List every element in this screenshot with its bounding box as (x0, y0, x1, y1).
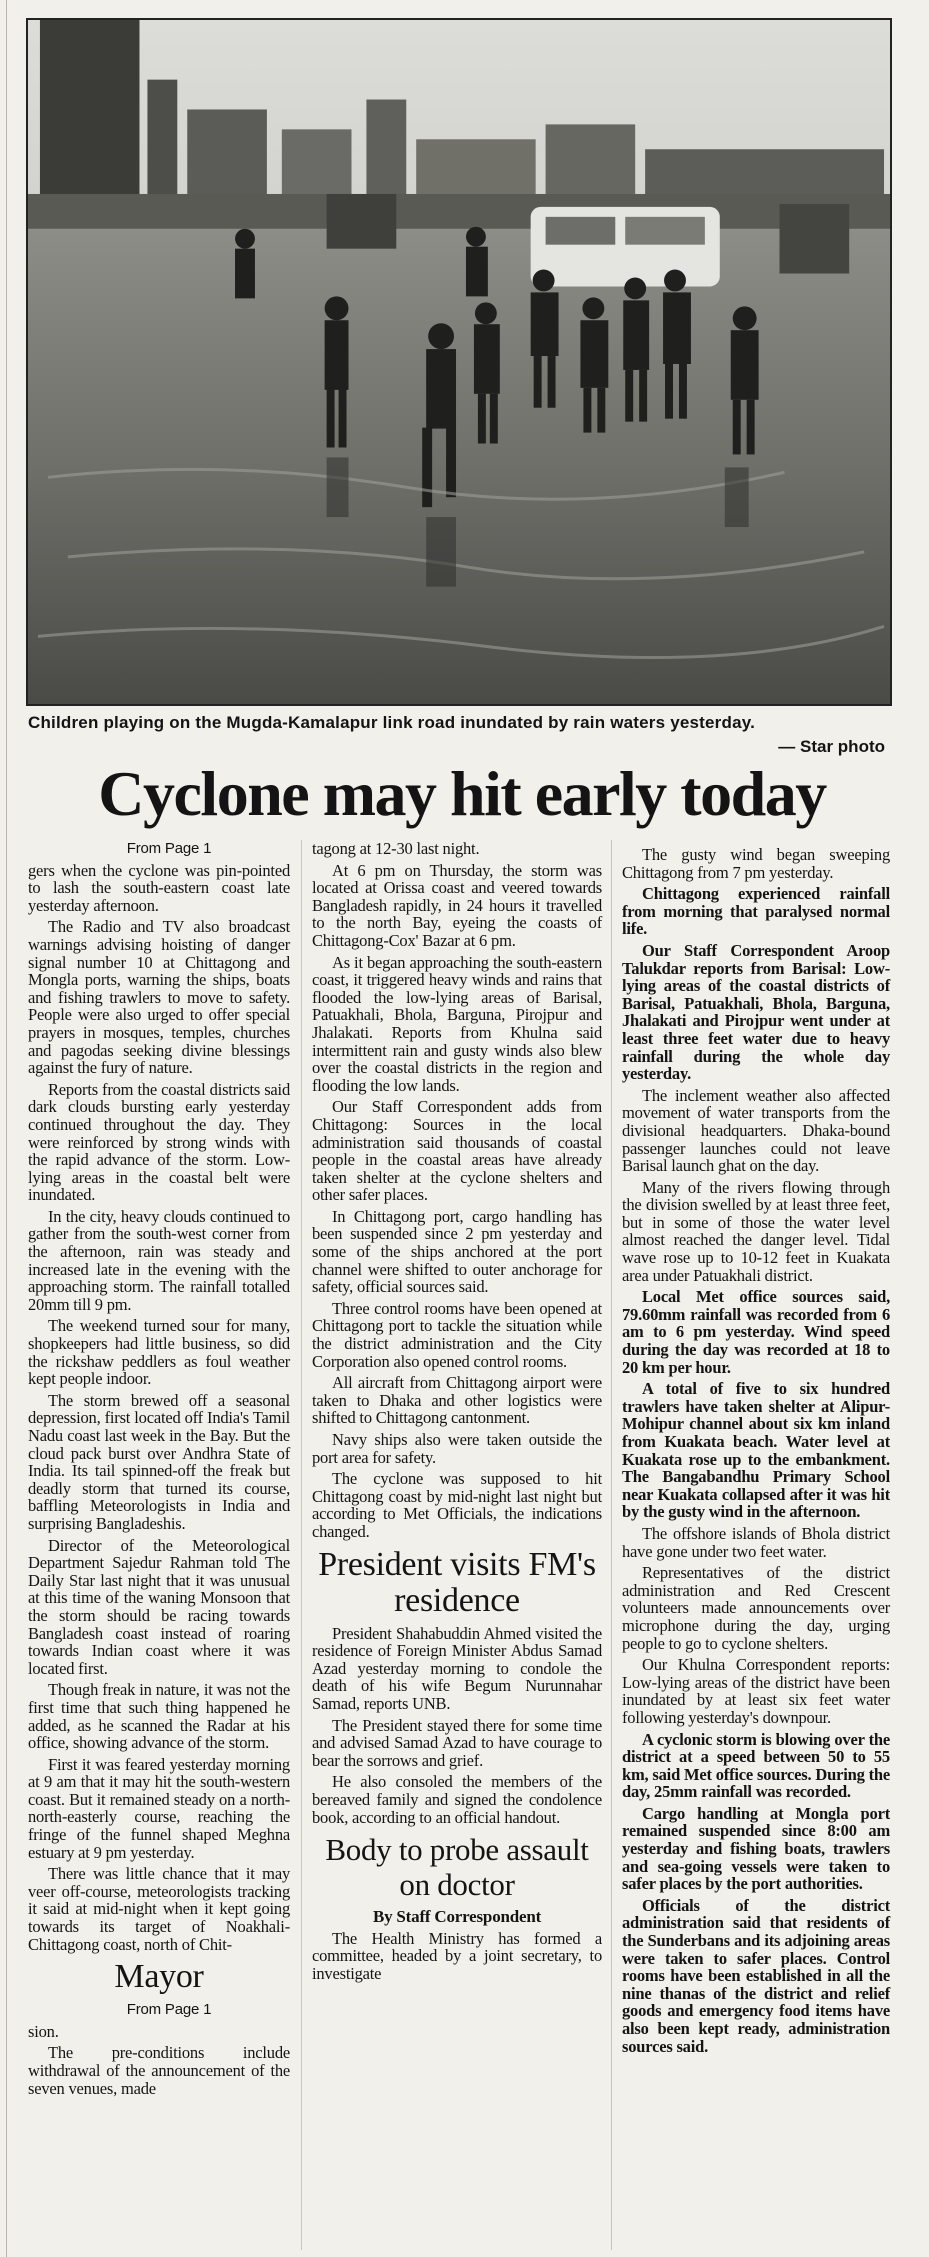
mayor-heading: Mayor (114, 1958, 204, 1996)
paragraph: The pre-conditions include withdrawal of the announcement of the seven venues, made (28, 2043, 290, 2098)
paragraph: Director of the Meteorological Department Sajedur Rahman told The Daily Star last night that it was unusual at this time of the waning Monsoon that the storm should be racing towards Bangladesh coast instead of roaring towards Indian coast where it was located first. (28, 1535, 290, 1678)
paragraph: Our Khulna Correspondent reports: Low-lying areas of the district have been inundated by at least six feet water following yesterday's downpour. (622, 1655, 890, 1727)
paragraph: Navy ships also were taken outside the port area for safety. (312, 1430, 602, 1467)
paragraph: Our Staff Correspondent adds from Chittagong: Sources in the local administration said thousands of coastal people in the coastal areas have already taken shelter at the cyclone shelters and other safer places. (312, 1097, 602, 1205)
flood-photo-icon (28, 20, 890, 704)
paragraph: As it began approaching the south-eastern coast, it triggered heavy winds and rains that flooded the low-lying areas of Barisal, Patuakhali, Bhola, Barguna, Pirojpur and Jhalakati. Reports from Khulna said intermittent rain and gusty winds also blew over the coastal districts in the region and flooding the low lands. (312, 952, 602, 1095)
paragraph: gers when the cyclone was pin-pointed to lash the south-eastern coast late yesterday afternoon. (28, 860, 290, 915)
photo-caption: Children playing on the Mugda-Kamalapur link road inundated by rain waters yesterday. (28, 713, 756, 732)
paragraph: sion. (28, 2021, 59, 2041)
paragraph: The President stayed there for some time and advised Samad Azad to have courage to bear the sorrows and grief. (312, 1715, 602, 1770)
paragraph: Officials of the district administration said that residents of the Sunderbans and its adjoining areas were taken to safer places. Control rooms have been established in all the nine thanas of the district and relief goods and emergency food items have also been kept ready, administration sources said. (622, 1895, 890, 2056)
from-page-label: From Page 1 (126, 2001, 212, 2019)
paragraph: President Shahabuddin Ahmed visited the residence of Foreign Minister Abdus Samad Azad yesterday morning to condole the death of his wife Begum Nurunnahar Samad, reports UNB. (312, 1623, 602, 1713)
paragraph: Though freak in nature, it was not the first time that such thing happened he added, as he scanned the Radar at his office, showing advance of the storm. (28, 1680, 290, 1753)
paragraph: Many of the rivers flowing through the division swelled by at least three feet, but in some of those the water level almost reached the danger level. Tidal wave rose up to 10-12 feet in Kuakata area under Patuakhali district. (622, 1177, 890, 1285)
paragraph: The cyclone was supposed to hit Chittagong coast by mid-night last night but according to Met Officials, the indications changed. (312, 1469, 602, 1541)
paragraph: Representatives of the district administration and Red Crescent volunteers made announcements over microphone during the day, urging people to go to cyclone shelters. (622, 1563, 890, 1653)
paragraph: tagong at 12-30 last night. (312, 839, 480, 858)
president-heading: President visits FM's residence (318, 1545, 596, 1619)
page-edge-line (6, 0, 7, 2257)
paragraph: The Health Ministry has formed a committee, headed by a joint secretary, to investigate (312, 1928, 602, 1983)
paragraph: The weekend turned sour for many, shopkeepers had little business, so did the rickshaw peddlers as foul weather kept people indoor. (28, 1316, 290, 1389)
paragraph: At 6 pm on Thursday, the storm was located at Orissa coast and veered towards Bangladesh rapidly, in 24 hours it travelled to the north Bay, eyeing the coasts of Chittagong-Cox' Bazar at 6 pm. (312, 860, 602, 950)
paragraph: A total of five to six hundred trawlers have taken shelter at Alipur-Mohipur channel about six km inland from Kuakata beach. Water level at Kuakata rose up to the embankment. The Bangabandhu Primary School near Kuakata collapsed after it was hit by the gusty wind in the afternoon. (622, 1379, 890, 1522)
byline: By Staff Correspondent (372, 1907, 542, 1927)
paragraph: The offshore islands of Bhola district have gone under two feet water. (622, 1523, 890, 1561)
paragraph: All aircraft from Chittagong airport were taken to Dhaka and other logistics were shifted to Chittagong cantonment. (312, 1373, 602, 1428)
column-1 (28, 840, 290, 2101)
paragraph: Three control rooms have been opened at Chittagong port to tackle the situation while the district administration and the City Corporation also opened control rooms. (312, 1298, 602, 1371)
column-rule (301, 840, 302, 2250)
paragraph: Chittagong experienced rainfall from morning that paralysed normal life. (622, 884, 890, 939)
column-3 (622, 840, 890, 2059)
headline: Cyclone may hit early today (98, 758, 826, 829)
flood-photo (26, 18, 892, 706)
body-probe-heading: Body to probe assault on doctor (325, 1832, 589, 1903)
paragraph: The inclement weather also affected movement of water transports from the divisional headquarters. Dhaka-bound passenger launches could not leave Barisal launch ghat on the day. (622, 1085, 890, 1176)
paragraph: Cargo handling at Mongla port remained suspended since 8:00 am yesterday and fishing boats, trawlers and sea-going vessels were taken to safer places by the port authorities. (622, 1803, 890, 1894)
paragraph: In Chittagong port, cargo handling has been suspended since 2 pm yesterday and some of the ships anchored at the port channel were shifted to outer anchorage for safety, official sources said. (312, 1206, 602, 1297)
column-2 (312, 840, 602, 1986)
paragraph: The Radio and TV also broadcast warnings advising hoisting of danger signal number 10 at Chittagong and Mongla ports, warning the ships, boats and fishing trawlers to move to safety. People were also urged to offer special prayers in mosques, temples, churches and pagodas seeking divine blessings against the fury of nature. (28, 917, 290, 1078)
paragraph: The gusty wind began sweeping Chittagong from 7 pm yesterday. (622, 845, 890, 882)
paragraph: He also consoled the members of the bereaved family and signed the condolence book, according to an official handout. (312, 1772, 602, 1827)
column-rule (611, 840, 612, 2250)
paragraph: There was little chance that it may veer off-course, meteorologists tracking it said at mid-night when it kept going towards its target of Noakhali-Chittagong coast, north of Chit- (28, 1864, 290, 1954)
paragraph: A cyclonic storm is blowing over the district at a speed between 50 to 55 km, said Met office sources. During the day, 25mm rainfall was recorded. (622, 1729, 890, 1802)
paragraph: In the city, heavy clouds continued to gather from the south-west corner from the afternoon, rain was steady and increased late in the evening with the approaching storm. The rainfall totalled 20mm till 9 pm. (28, 1206, 290, 1314)
paragraph: Local Met office sources said, 79.60mm rainfall was recorded from 6 am to 6 pm yesterday. Wind speed during the day was recorded at 18 to 20 km per hour. (622, 1287, 890, 1377)
photo-credit: — Star photo (778, 737, 885, 756)
paragraph: First it was feared yesterday morning at 9 am that it may hit the south-western coast. But it remained steady on a north-north-easterly course, reaching the fringe of the funnel shaped Meghna estuary at 9 pm yesterday. (28, 1754, 290, 1862)
from-page-label: From Page 1 (126, 840, 212, 857)
paragraph: Our Staff Correspondent Aroop Talukdar reports from Barisal: Low-lying areas of the coastal districts of Barisal, Patuakhali, Bhola, Barguna, Jhalakati and Pirojpur went under at least three feet water due to heavy rainfall during the whole day yesterday. (622, 940, 890, 1084)
paragraph: Reports from the coastal districts said dark clouds bursting early yesterday continued throughout the day. They were reinforced by strong winds with the rapid advance of the storm. Low-lying areas in the coastal belt were inundated. (28, 1079, 290, 1205)
paragraph: The storm brewed off a seasonal depression, first located off India's Tamil Nadu coast last week in the Bay. But the cloud pack burst over Andhra State of India. Its tail spinned-off the freak but deadly storm that turned its course, baffling Meteorologists in India and surprising Bangladeshis. (28, 1390, 290, 1533)
